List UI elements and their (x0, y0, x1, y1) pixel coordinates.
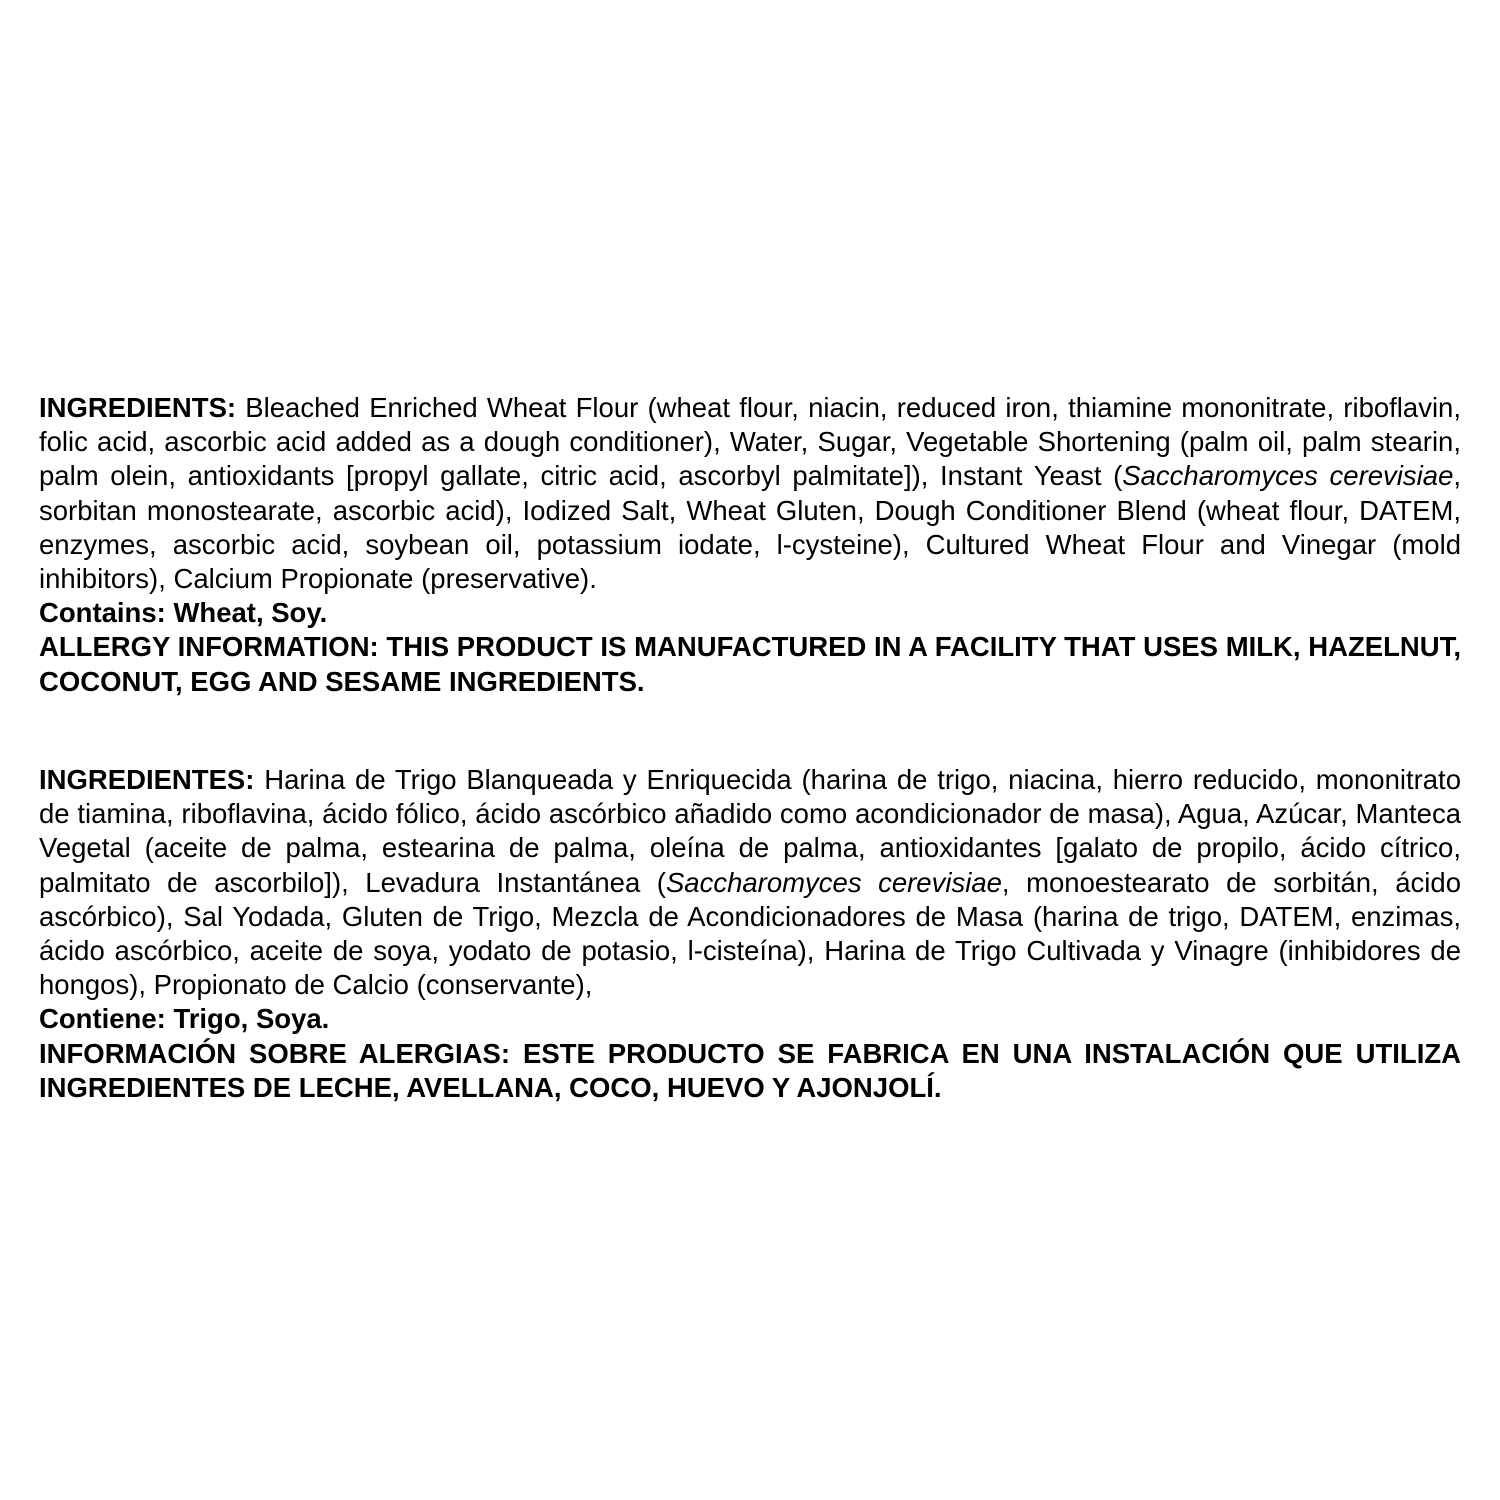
english-contains-line: Contains: Wheat, Soy. (39, 597, 328, 629)
spanish-yeast-name: Saccharomyces cerevisiae (665, 866, 1002, 898)
english-ingredients-paragraph (39, 391, 1461, 596)
english-ingredients-block (39, 391, 1461, 699)
english-ingredients-text-part2: , sorbitan monostearate, ascorbic acid), Iodized Salt, Wheat Gluten, Dough Conditioner Blend (wheat flour, DATEM, enzymes, ascorbic acid, soybean oil, potassium iodate, l-cysteine), Cultured Wheat Flour and Vinegar (mold inhibitors), Calcium Propionate (preservative). (39, 460, 1461, 595)
english-ingredients-heading: INGREDIENTS: (39, 392, 237, 423)
spanish-ingredients-block (39, 763, 1461, 1105)
spanish-ingredients-text-part2: , monoestearato de sorbitán, ácido ascórbico), Sal Yodada, Gluten de Trigo, Mezcla de Acondicionadores de Masa (harina de trigo, DATEM, enzimas, ácido ascórbico, aceite de soya, yodato de potasio, l-cisteína), Harina de Trigo Cultivada y Vinagre (inhibidores de hongos), Propionato de Calcio (conservante), (39, 866, 1461, 1001)
spanish-ingredients-text-part1: Harina de Trigo Blanqueada y Enriquecida (harina de trigo, niacina, hierro reducido, mononitrato de tiamina, riboflavina, ácido fólico, ácido ascórbico añadido como acondicionador de masa), Agua, Azúcar, Manteca Vegetal (aceite de palma, estearina de palma, oleína de palma, antioxidantes [galato de propilo, ácido cítrico, palmitato de ascorbilo]), Levadura Instantánea ( (39, 764, 1461, 898)
spanish-allergy-information: INFORMACIÓN SOBRE ALERGIAS: ESTE PRODUCTO SE FABRICA EN UNA INSTALACIÓN QUE UTILIZA INGREDIENTES DE LECHE, AVELLANA, COCO, HUEVO Y AJONJOLÍ. (39, 1037, 1461, 1103)
spanish-ingredients-heading: INGREDIENTES: (39, 764, 255, 795)
spanish-contains-line: Contiene: Trigo, Soya. (39, 1003, 330, 1035)
english-allergy-information: ALLERGY INFORMATION: THIS PRODUCT IS MANUFACTURED IN A FACILITY THAT USES MILK, HAZELNUT, COCONUT, EGG AND SESAME INGREDIENTS. (39, 631, 1461, 697)
spanish-ingredients-paragraph (39, 763, 1461, 1002)
english-yeast-name: Saccharomyces cerevisiae (1122, 460, 1454, 492)
english-ingredients-text-part1: Bleached Enriched Wheat Flour (wheat flour, niacin, reduced iron, thiamine mononitrate, riboflavin, folic acid, ascorbic acid added as a dough conditioner), Water, Sugar, Vegetable Shortening (palm oil, palm stearin, palm olein, antioxidants [propyl gallate, citric acid, ascorbyl palmitate]), Instant Yeast ( (39, 392, 1461, 492)
